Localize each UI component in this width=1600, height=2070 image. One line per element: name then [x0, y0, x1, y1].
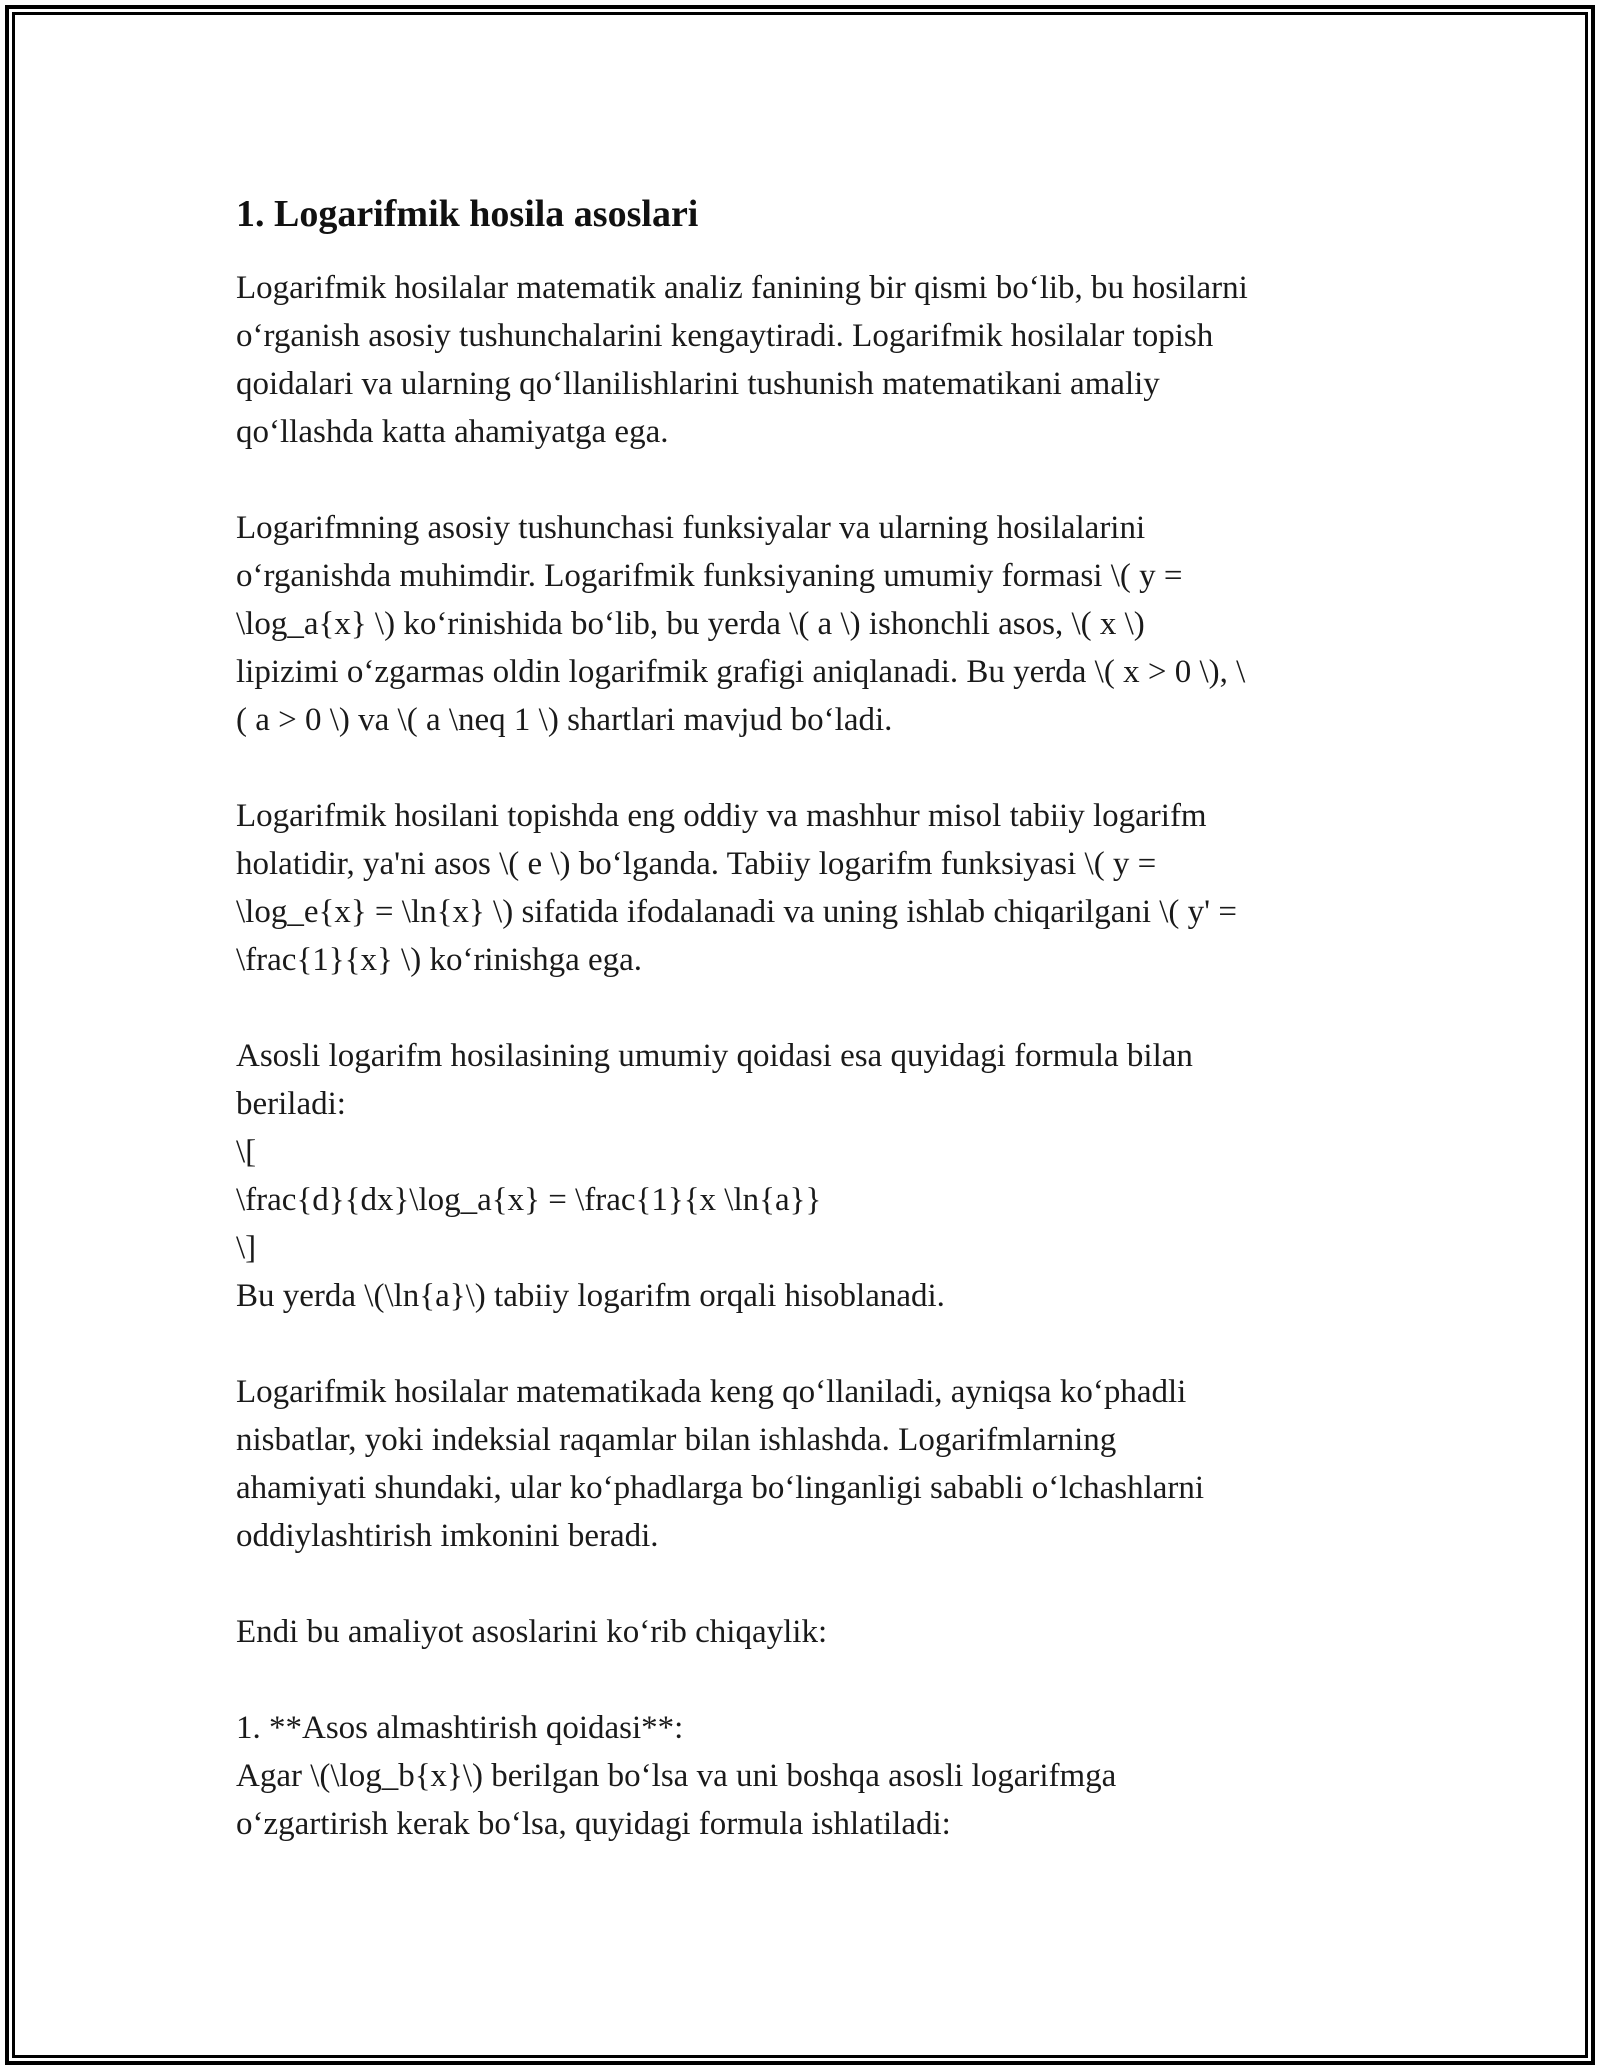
- paragraph-log-definition: Logarifmning asosiy tushunchasi funksiyalar va ularning hosilalarini o‘rganishda muhimdir. Logarifmik funksiyaning umumiy formasi \( y = \log_a{x} \) ko‘rinishida bo‘lib, bu yerda \( a \) ishonchli asos, \( x \) lipizimi o‘zgarmas oldin logarifmik grafigi aniqlanadi. Bu yerda \( x > 0 \), \ ( a > 0 \) va \( a \neq 1 \) shartlari mavjud bo‘ladi.: [236, 510, 1246, 738]
- list-item-base-change: 1. **Asos almashtirish qoidasi**: Agar \(\log_b{x}\) berilgan bo‘lsa va uni boshqa asosli logarifmga o‘zgartirish kerak bo‘lsa, quyidagi formula ishlatiladi:: [236, 1710, 1117, 1842]
- paragraph-gap: [236, 744, 1366, 792]
- paragraph-transition: Endi bu amaliyot asoslarini ko‘rib chiqaylik:: [236, 1614, 828, 1650]
- paragraph-natural-log: Logarifmik hosilani topishda eng oddiy va mashhur misol tabiiy logarifm holatidir, ya'ni asos \( e \) bo‘lganda. Tabiiy logarifm funksiyasi \( y = \log_e{x} = \ln{x} \) sifatida ifodalanadi va uning ishlab chiqarilgani \( y' = \frac{1}{x} \) ko‘rinishga ega.: [236, 798, 1237, 978]
- paragraph-applications: Logarifmik hosilalar matematikada keng qo‘llaniladi, ayniqsa ko‘phadli nisbatlar, yoki indeksial raqamlar bilan ishlashda. Logarifmlarning ahamiyati shundaki, ular ko‘phadlarga bo‘linganligi sababli o‘lchashlarni oddiylashtirish imkonini beradi.: [236, 1374, 1205, 1554]
- document-body: [236, 186, 1366, 1848]
- paragraph-gap: [236, 1320, 1366, 1368]
- paragraph-gap: [236, 1560, 1366, 1608]
- paragraph-general-rule: Asosli logarifm hosilasining umumiy qoidasi esa quyidagi formula bilan beriladi: \[ \frac{d}{dx}\log_a{x} = \frac{1}{x \ln{a}} \] Bu yerda \(\ln{a}\) tabiiy logarifm orqali hisoblanadi.: [236, 1038, 1193, 1314]
- paragraph-gap: [236, 456, 1366, 504]
- paragraph-gap: [236, 984, 1366, 1032]
- paragraph-gap: [236, 1656, 1366, 1704]
- section-title: 1. Logarifmik hosila asoslari: [236, 193, 699, 235]
- paragraph-intro: Logarifmik hosilalar matematik analiz fanining bir qismi bo‘lib, bu hosilarni o‘rganish asosiy tushunchalarini kengaytiradi. Logarifmik hosilalar topish qoidalari va ularning qo‘llanilishlarini tushunish matematikani amaliy qo‘llashda katta ahamiyatga ega.: [236, 270, 1248, 450]
